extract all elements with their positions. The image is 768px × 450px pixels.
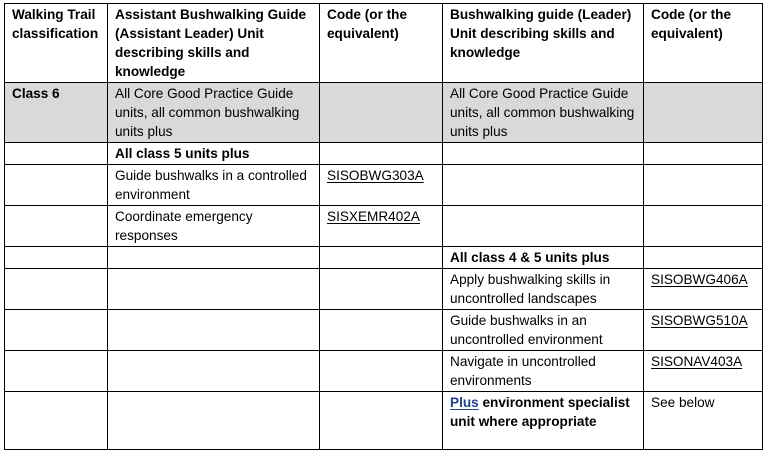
leader-unit-cell xyxy=(443,143,644,165)
assistant-code-cell: SISOBWG303A xyxy=(320,165,443,206)
assistant-code-cell xyxy=(320,83,443,143)
leader-unit-cell xyxy=(443,206,644,247)
leader-code-cell xyxy=(644,83,763,143)
table-row xyxy=(5,206,763,247)
assistant-unit-cell xyxy=(108,392,320,450)
classification-cell xyxy=(5,351,108,392)
table-row xyxy=(5,165,763,206)
leader-unit-cell: All class 4 & 5 units plus xyxy=(443,247,644,269)
plus-link[interactable]: Plus xyxy=(450,395,479,410)
classification-cell xyxy=(5,310,108,351)
assistant-unit-cell xyxy=(108,351,320,392)
table-row xyxy=(5,83,763,143)
assistant-code-cell xyxy=(320,247,443,269)
classification-cell xyxy=(5,392,108,450)
assistant-code-cell xyxy=(320,269,443,310)
leader-unit-cell: Guide bushwalks in an uncontrolled environment xyxy=(443,310,644,351)
classification-cell: Class 6 xyxy=(5,83,108,143)
assistant-unit-cell: All Core Good Practice Guide units, all common bushwalking units plus xyxy=(108,83,320,143)
table-row xyxy=(5,247,763,269)
table-row xyxy=(5,310,763,351)
assistant-code-cell xyxy=(320,351,443,392)
assistant-unit-cell: All class 5 units plus xyxy=(108,143,320,165)
leader-unit-cell: Navigate in uncontrolled environments xyxy=(443,351,644,392)
leader-code-cell: See below xyxy=(644,392,763,450)
table-row xyxy=(5,351,763,392)
classification-cell xyxy=(5,165,108,206)
classification-cell xyxy=(5,143,108,165)
assistant-unit-cell xyxy=(108,310,320,351)
leader-code-cell xyxy=(644,165,763,206)
leader-unit-cell xyxy=(443,165,644,206)
assistant-unit-cell: Coordinate emergency responses xyxy=(108,206,320,247)
leader-code-cell: SISOBWG510A xyxy=(644,310,763,351)
header-assistant-unit: Assistant Bushwalking Guide (Assistant Leader) Unit describing skills and knowledge xyxy=(108,4,320,83)
leader-code-cell: SISONAV403A xyxy=(644,351,763,392)
classification-cell xyxy=(5,206,108,247)
units-table xyxy=(4,3,763,450)
specialist-unit-text: environment specialist unit where appropriate xyxy=(450,395,630,429)
assistant-unit-cell xyxy=(108,269,320,310)
header-leader-unit: Bushwalking guide (Leader) Unit describing skills and knowledge xyxy=(443,4,644,83)
leader-code-cell xyxy=(644,206,763,247)
leader-unit-cell: Apply bushwalking skills in uncontrolled landscapes xyxy=(443,269,644,310)
leader-unit-cell: All Core Good Practice Guide units, all common bushwalking units plus xyxy=(443,83,644,143)
leader-code-cell: SISOBWG406A xyxy=(644,269,763,310)
assistant-code-cell xyxy=(320,392,443,450)
assistant-code-cell xyxy=(320,310,443,351)
header-leader-code: Code (or the equivalent) xyxy=(644,4,763,83)
table-row xyxy=(5,392,763,450)
leader-unit-cell xyxy=(443,392,644,450)
header-assistant-code: Code (or the equivalent) xyxy=(320,4,443,83)
table-row xyxy=(5,143,763,165)
leader-code-cell xyxy=(644,247,763,269)
header-row xyxy=(5,4,763,83)
assistant-code-cell xyxy=(320,143,443,165)
header-classification: Walking Trail classification xyxy=(5,4,108,83)
assistant-code-cell: SISXEMR402A xyxy=(320,206,443,247)
assistant-unit-cell xyxy=(108,247,320,269)
classification-cell xyxy=(5,269,108,310)
table-row xyxy=(5,269,763,310)
leader-code-cell xyxy=(644,143,763,165)
assistant-unit-cell: Guide bushwalks in a controlled environment xyxy=(108,165,320,206)
classification-cell xyxy=(5,247,108,269)
